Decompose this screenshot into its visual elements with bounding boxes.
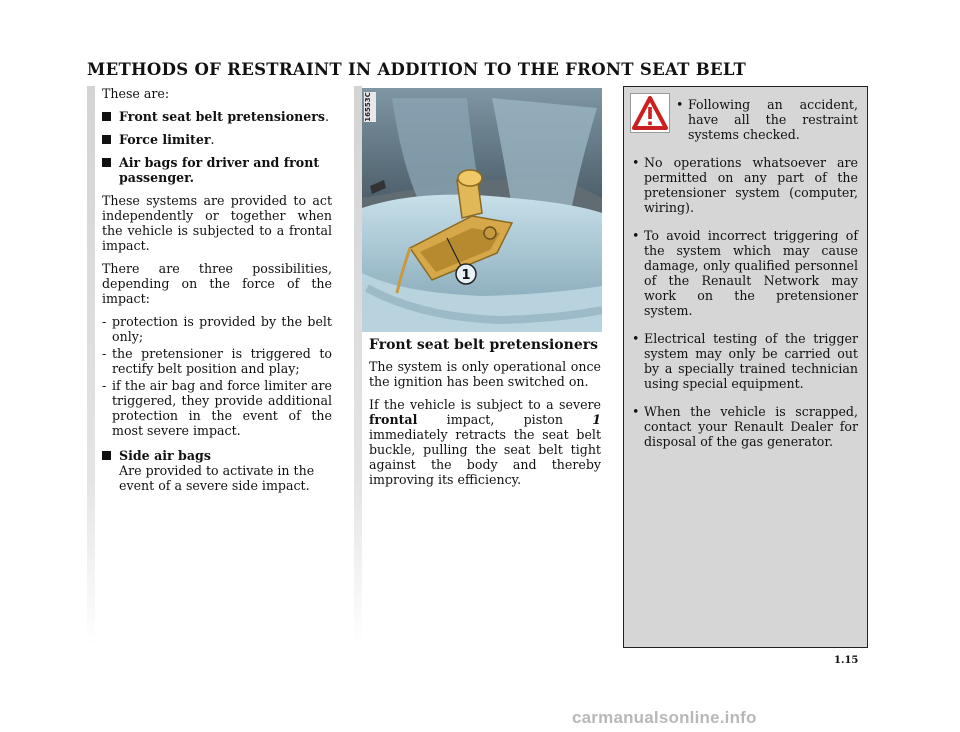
bullet-pretensioners: Front seat belt pretensioners.	[102, 109, 332, 124]
warning-box	[623, 86, 868, 648]
possibility-item: - protection is provided by the belt only;	[102, 314, 332, 344]
pretensioners-heading: Front seat belt pretensioners	[369, 337, 598, 353]
side-airbags-text: Are provided to activate in the event of a severe side impact.	[119, 463, 315, 493]
bullet-airbags: Air bags for driver and front passenger.	[102, 155, 332, 185]
warning-item: • Electrical testing of the trigger system may only be carried out by a specially trained technician using special equipment.	[632, 331, 858, 391]
warning-item: • When the vehicle is scrapped, contact your Renault Dealer for disposal of the gas generator.	[632, 404, 858, 449]
warning-list	[632, 97, 858, 462]
svg-text:16553C: 16553C	[364, 92, 372, 122]
seat-pretensioner-photo	[362, 88, 602, 332]
page-title: METHODS OF RESTRAINT IN ADDITION TO THE FRONT SEAT BELT	[87, 60, 747, 79]
middle-column	[369, 338, 601, 495]
bullet-side-airbags: Side air bags Are provided to activate in the event of a severe side impact.	[102, 448, 332, 493]
piston-paragraph: If the vehicle is subject to a severe frontal impact, piston 1 immediately retracts the seat belt buckle, pulling the seat belt tight against the body and thereby improving its efficiency.	[369, 397, 601, 487]
watermark-footer: carmanualsonline.info	[572, 708, 757, 727]
ignition-paragraph: The system is only operational once the ignition has been switched on.	[369, 359, 601, 389]
column-rule-middle	[354, 86, 362, 646]
possibility-item: - the pretensioner is triggered to rectify belt position and play;	[102, 346, 332, 376]
intro-text: These are:	[102, 86, 170, 101]
systems-paragraph: These systems are provided to act independently or together when the vehicle is subjected to a frontal impact.	[102, 193, 332, 253]
possibility-item: - if the air bag and force limiter are triggered, they provide additional protection in the event of the most severe impact.	[102, 378, 332, 438]
page-number: 1.15	[834, 655, 859, 666]
warning-item: • Following an accident, have all the restraint systems checked.	[676, 97, 858, 142]
left-column	[102, 86, 332, 501]
warning-item: • No operations whatsoever are permitted on any part of the pretensioner system (computer, wiring).	[632, 155, 858, 215]
svg-text:1: 1	[461, 268, 471, 283]
bullet-force-limiter: Force limiter.	[102, 132, 332, 147]
column-rule-left	[87, 86, 95, 646]
warning-item: • To avoid incorrect triggering of the system which may cause damage, only qualified personnel of the Renault Network may work on the pretensioner system.	[632, 228, 858, 318]
possibilities-paragraph: There are three possibilities, depending on the force of the impact:	[102, 261, 332, 306]
